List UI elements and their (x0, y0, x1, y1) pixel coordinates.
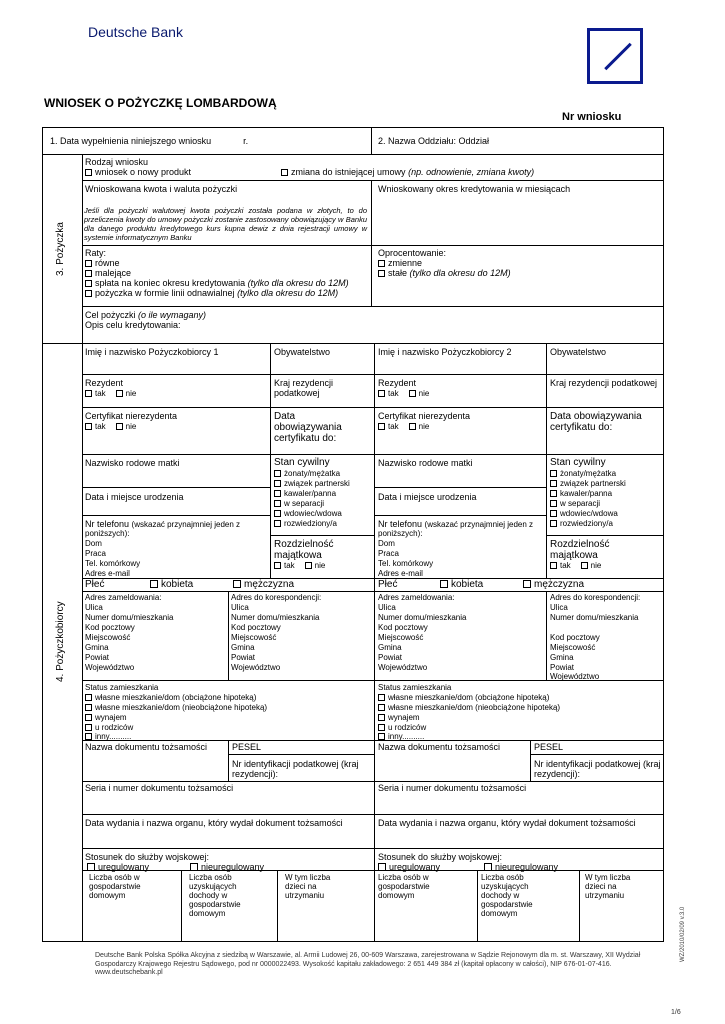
divider (579, 870, 580, 942)
address-field: Kod pocztowy (550, 633, 600, 642)
divider (181, 870, 182, 942)
checkbox-icon[interactable] (378, 390, 385, 397)
divider (82, 306, 664, 307)
checkbox-icon[interactable] (274, 562, 281, 569)
divider (371, 180, 372, 306)
address-field: Numer domu/mieszkania (85, 613, 174, 622)
registered-address-label: Adres zameldowania: (85, 593, 162, 602)
marital-option[interactable]: rozwiedziony/a (550, 519, 613, 528)
children-count-label: W tym liczba dzieci na utrzymaniu (285, 873, 331, 900)
address-field: Gmina (85, 643, 109, 652)
divider (546, 343, 547, 578)
id-series-label: Seria i numer dokumentu tożsamości (378, 783, 527, 793)
household-count-label: Liczba osób w gospodarstwie domowym (378, 873, 430, 900)
divider (228, 754, 374, 755)
footer-line: Gospodarczy Krajowego Rejestru Sądowego, pod nr 0000022493. Wysokość kapitału zakładowego: 2 651 449 384 zł (kapitał opłacony w całości), NIP 676-01-07-416. (95, 960, 612, 968)
birth-date-place-label: Data i miejsce urodzenia (85, 492, 184, 502)
phone-note: poniższych): (85, 529, 130, 538)
checkbox-icon[interactable] (116, 390, 123, 397)
checkbox-icon[interactable] (233, 580, 241, 588)
correspondence-address-label: Adres do korespondencji: (231, 593, 322, 602)
footer-line: Deutsche Bank Polska Spółka Akcyjna z siedzibą w Warszawie, al. Armii Ludowej 26, 00-609 Warszawa, zarejestrowana w Sądzie Rejonowym dla m. st. Warszawy, XII Wydział (95, 952, 641, 959)
children-count-label: W tym liczba dzieci na utrzymaniu (585, 873, 631, 900)
address-field: Ulica (378, 603, 396, 612)
residence-option[interactable]: wynajem (378, 713, 420, 722)
divider (82, 374, 664, 375)
gender-label: Płeć (85, 579, 105, 590)
phone-field: Praca (378, 549, 399, 558)
phone-note: poniższych): (378, 529, 423, 538)
divider (82, 740, 664, 741)
address-field: Powiat (378, 653, 403, 662)
request-type-label: Rodzaj wniosku (85, 157, 149, 167)
mother-maiden-name-label: Nazwisko rodowe matki (85, 458, 180, 468)
id-document-label: Nazwa dokumentu tożsamości (378, 742, 501, 752)
divider (82, 515, 270, 516)
divider (42, 343, 664, 344)
tax-id-label: Nr identyfikacji podatkowej (kraj rezydencji): (232, 759, 359, 779)
earners-count-label: Liczba osób uzyskujących dochody w gospodarstwie domowym (189, 873, 241, 918)
checkbox-icon[interactable] (85, 280, 92, 287)
checkbox-icon[interactable] (409, 390, 416, 397)
checkbox-icon[interactable] (150, 580, 158, 588)
residence-option[interactable]: wynajem (85, 713, 127, 722)
period-label: Wnioskowany okres kredytowania w miesiącach (378, 184, 571, 194)
divider (270, 535, 374, 536)
phone-field: Tel. komórkowy (378, 559, 434, 568)
divider (374, 515, 546, 516)
address-field: Kod pocztowy (378, 623, 428, 632)
correspondence-address-label: Adres do korespondencji: (550, 593, 641, 602)
checkbox-icon[interactable] (281, 169, 288, 176)
installment-option[interactable]: malejące (85, 268, 131, 278)
phone-label: Nr telefonu (wskazać przynajmniej jeden z (85, 519, 241, 529)
id-document-label: Nazwa dokumentu tożsamości (85, 742, 208, 752)
residence-status-label: Status zamieszkania (378, 683, 452, 692)
checkbox-icon[interactable] (274, 480, 281, 487)
address-field: Numer domu/mieszkania (378, 613, 467, 622)
footer-website: www.deutschebank.pl (95, 969, 163, 976)
household-count-label: Liczba osób w gospodarstwie domowym (89, 873, 141, 900)
address-field: Powiat (231, 653, 256, 662)
branch-label: 2. Nazwa Oddziału: Oddział (378, 136, 490, 146)
address-field: Gmina (550, 653, 574, 662)
marital-option[interactable]: rozwiedziony/a (274, 519, 337, 528)
checkbox-icon[interactable] (378, 724, 385, 731)
phone-field: Adres e-mail (378, 569, 423, 578)
pesel-label: PESEL (534, 742, 564, 752)
checkbox-icon[interactable] (550, 510, 557, 517)
military-label: Stosunek do służby wojskowej: (378, 852, 503, 862)
divider (82, 407, 664, 408)
address-field: Miejscowość (550, 643, 596, 652)
residence-option[interactable]: u rodziców (378, 723, 426, 732)
military-label: Stosunek do służby wojskowej: (85, 852, 210, 862)
address-field: Miejscowość (231, 633, 277, 642)
divider (82, 591, 664, 592)
marital-option[interactable]: żonaty/mężatka (274, 469, 340, 478)
divider (270, 343, 271, 578)
installment-option[interactable]: spłata na koniec okresu kredytowania (tylko dla okresu do 12M) (85, 278, 349, 288)
marital-option[interactable]: w separacji (274, 499, 324, 508)
marital-option[interactable]: kawaler/panna (550, 489, 612, 498)
checkbox-icon[interactable] (378, 714, 385, 721)
checkbox-icon[interactable] (274, 500, 281, 507)
checkbox-icon[interactable] (305, 562, 312, 569)
military-unregulated-option[interactable]: nieuregulowany (484, 862, 558, 872)
checkbox-icon[interactable] (550, 470, 557, 477)
checkbox-icon[interactable] (85, 714, 92, 721)
pesel-label: PESEL (232, 742, 262, 752)
checkbox-icon[interactable] (85, 733, 92, 740)
residence-option[interactable]: inny.......... (378, 732, 424, 741)
marital-option[interactable]: związek partnerski (550, 479, 626, 488)
phone-field: Praca (85, 549, 106, 558)
residence-option[interactable]: własne mieszkanie/dom (obciążone hipoteką) (85, 693, 256, 702)
cert-valid-label: Data obowiązywania certyfikatu do: (550, 411, 642, 433)
checkbox-icon[interactable] (274, 490, 281, 497)
resident-label: Rezydent (378, 378, 417, 388)
divider (477, 870, 478, 942)
address-field: Województwo (231, 663, 281, 672)
address-field: Kod pocztowy (85, 623, 135, 632)
address-field: Ulica (550, 603, 568, 612)
date-label: 1. Data wypełnienia niniejszego wniosku r. (50, 136, 249, 146)
address-field: Województwo (378, 663, 428, 672)
change-contract-option[interactable]: zmiana do istniejącej umowy (np. odnowienie, zmiana kwoty) (281, 167, 534, 177)
checkbox-icon[interactable] (116, 423, 123, 430)
checkbox-icon[interactable] (550, 480, 557, 487)
marital-option[interactable]: wdowiec/wdowa (274, 509, 342, 518)
address-field: Gmina (378, 643, 402, 652)
divider (546, 591, 547, 680)
divider (82, 781, 664, 782)
checkbox-icon[interactable] (85, 290, 92, 297)
checkbox-icon[interactable] (484, 863, 492, 871)
registered-address-label: Adres zameldowania: (378, 593, 455, 602)
checkbox-icon[interactable] (85, 423, 92, 430)
divider (228, 591, 229, 680)
marital-option[interactable]: w separacji (550, 499, 600, 508)
cert-valid-label: Data obowiązywania certyfikatu do: (274, 411, 342, 444)
address-field: Gmina (231, 643, 255, 652)
divider (228, 740, 229, 781)
divider (277, 870, 278, 942)
checkbox-icon[interactable] (550, 520, 557, 527)
borrower-1-name-label: Imię i nazwisko Pożyczkobiorcy 1 (85, 347, 219, 357)
military-regulated-option[interactable]: uregulowany (378, 862, 440, 872)
checkbox-icon[interactable] (581, 562, 588, 569)
marital-option[interactable]: wdowiec/wdowa (550, 509, 618, 518)
resident-options[interactable]: tak nie (85, 389, 136, 398)
installment-option[interactable]: równe (85, 258, 120, 268)
form-code: WZ/2010/02/09 v.3.0 (680, 906, 686, 962)
checkbox-icon[interactable] (274, 470, 281, 477)
id-issue-label: Data wydania i nazwa organu, który wydał dokument tożsamości (378, 818, 636, 828)
checkbox-icon[interactable] (87, 863, 95, 871)
gender-male-option[interactable]: mężczyzna (233, 580, 294, 590)
new-product-option[interactable]: wniosek o nowy produkt (85, 167, 191, 177)
property-separation-label: Rozdzielność majątkowa (550, 539, 610, 561)
divider (371, 127, 372, 154)
resident-options[interactable]: tak nie (378, 389, 429, 398)
marital-status-label: Stan cywilny (550, 457, 606, 468)
checkbox-icon[interactable] (85, 260, 92, 267)
divider (82, 487, 270, 488)
checkbox-icon[interactable] (550, 500, 557, 507)
checkbox-icon[interactable] (85, 694, 92, 701)
purpose-description-label: Opis celu kredytowania: (85, 320, 181, 330)
citizenship-label: Obywatelstwo (550, 347, 607, 357)
interest-label: Oprocentowanie: (378, 248, 447, 258)
residence-option[interactable]: własne mieszkanie/dom (nieobciążone hipoteką) (85, 703, 267, 712)
address-field: Powiat (550, 663, 575, 672)
id-series-label: Seria i numer dokumentu tożsamości (85, 783, 234, 793)
checkbox-icon[interactable] (274, 510, 281, 517)
phone-field: Adres e-mail (85, 569, 130, 578)
marital-option[interactable]: związek partnerski (274, 479, 350, 488)
nonresident-cert-label: Certyfikat nierezydenta (85, 411, 178, 421)
application-number-label: Nr wniosku (562, 111, 622, 123)
footer (95, 952, 695, 978)
checkbox-icon[interactable] (378, 704, 385, 711)
amount-note: Jeśli dla pożyczki walutowej kwota pożyczki została podana w złotych, to do przeliczenia kwoty do umowy pożyczki zostanie zastosowany obowiązujący w Banku dla danego produktu kredytowego kurs kupna dewiz z dnia rejestracji umowy w systemie informatycznym Banku (84, 206, 367, 242)
address-field: Ulica (231, 603, 249, 612)
interest-option[interactable]: zmienne (378, 258, 422, 268)
tax-residence-label: Kraj rezydencji podatkowej (274, 378, 334, 398)
marital-option[interactable]: kawaler/panna (274, 489, 336, 498)
installment-option[interactable]: pożyczka w formie linii odnawialnej (tylko dla okresu do 12M) (85, 288, 338, 298)
address-field: Powiat (85, 653, 110, 662)
borrower-2-name-label: Imię i nazwisko Pożyczkobiorcy 2 (378, 347, 512, 357)
divider (82, 848, 664, 849)
divider (546, 535, 664, 536)
divider (42, 154, 664, 155)
resident-label: Rezydent (85, 378, 124, 388)
checkbox-icon[interactable] (190, 863, 198, 871)
military-regulated-option[interactable]: uregulowany (85, 862, 149, 872)
checkbox-icon[interactable] (85, 169, 92, 176)
checkbox-icon[interactable] (85, 390, 92, 397)
birth-date-place-label: Data i miejsce urodzenia (378, 492, 477, 502)
divider (82, 154, 83, 942)
divider (82, 814, 664, 815)
checkbox-icon[interactable] (274, 520, 281, 527)
form-title: WNIOSEK O POŻYCZKĘ LOMBARDOWĄ (44, 96, 277, 110)
address-field: Kod pocztowy (231, 623, 281, 632)
checkbox-icon[interactable] (378, 863, 386, 871)
separation-options[interactable]: tak nie (550, 561, 601, 570)
military-unregulated-option[interactable]: nieuregulowany (190, 862, 264, 872)
divider (530, 754, 664, 755)
section-3-label: 3. Pożyczka (55, 222, 66, 276)
checkbox-icon[interactable] (378, 270, 385, 277)
checkbox-icon[interactable] (378, 260, 385, 267)
checkbox-icon[interactable] (550, 490, 557, 497)
divider (82, 245, 664, 246)
logo-slash (604, 43, 632, 71)
checkbox-icon[interactable] (378, 733, 385, 740)
earners-count-label: Liczba osób uzyskujących dochody w gospodarstwie domowym (481, 873, 533, 918)
address-field: Ulica (85, 603, 103, 612)
divider (82, 180, 664, 181)
residence-option[interactable]: u rodziców (85, 723, 133, 732)
address-field: Województwo (550, 672, 600, 681)
address-field: Miejscowość (378, 633, 424, 642)
amount-label: Wnioskowana kwota i waluta pożyczki (85, 184, 238, 194)
checkbox-icon[interactable] (378, 423, 385, 430)
tax-residence-label: Kraj rezydencji podatkowej (550, 378, 658, 388)
property-separation-label: Rozdzielność majątkowa (274, 539, 334, 561)
checkbox-icon[interactable] (85, 704, 92, 711)
address-field: Numer domu/mieszkania (231, 613, 320, 622)
address-field: Numer domu/mieszkania (550, 613, 639, 622)
purpose-label: Cel pożyczki (o ile wymagany) (85, 310, 207, 320)
marital-option[interactable]: żonaty/mężatka (550, 469, 616, 478)
divider (374, 487, 546, 488)
tax-id-label: Nr identyfikacji podatkowej (kraj rezydencji): (534, 759, 661, 779)
checkbox-icon[interactable] (550, 562, 557, 569)
cert-options[interactable]: tak nie (85, 422, 136, 431)
gender-female-option[interactable]: kobieta (440, 580, 483, 590)
residence-option[interactable]: własne mieszkanie/dom (obciążone hipoteką) (378, 693, 549, 702)
phone-field: Dom (378, 539, 395, 548)
checkbox-icon[interactable] (409, 423, 416, 430)
gender-female-option[interactable]: kobieta (150, 580, 193, 590)
gender-label: Płeć (378, 579, 398, 590)
bank-logo (587, 28, 643, 84)
address-field: Miejscowość (85, 633, 131, 642)
gender-male-option[interactable]: mężczyzna (523, 580, 584, 590)
marital-status-label: Stan cywilny (274, 457, 330, 468)
residence-status-label: Status zamieszkania (85, 683, 159, 692)
cert-options[interactable]: tak nie (378, 422, 429, 431)
nonresident-cert-label: Certyfikat nierezydenta (378, 411, 471, 421)
residence-option[interactable]: inny.......... (85, 732, 131, 741)
checkbox-icon[interactable] (378, 694, 385, 701)
id-issue-label: Data wydania i nazwa organu, który wydał dokument tożsamości (85, 818, 343, 828)
mother-maiden-name-label: Nazwisko rodowe matki (378, 458, 473, 468)
phone-label: Nr telefonu (wskazać przynajmniej jeden z (378, 519, 534, 529)
divider (374, 343, 375, 942)
separation-options[interactable]: tak nie (274, 561, 325, 570)
checkbox-icon[interactable] (85, 270, 92, 277)
page-number: 1/6 (671, 1009, 681, 1016)
citizenship-label: Obywatelstwo (274, 347, 331, 357)
checkbox-icon[interactable] (523, 580, 531, 588)
bank-name: Deutsche Bank (88, 24, 183, 40)
divider (82, 454, 664, 455)
checkbox-icon[interactable] (85, 724, 92, 731)
installments-label: Raty: (85, 248, 107, 258)
checkbox-icon[interactable] (440, 580, 448, 588)
divider (530, 740, 531, 781)
divider (82, 870, 664, 871)
phone-field: Dom (85, 539, 102, 548)
phone-field: Tel. komórkowy (85, 559, 141, 568)
interest-option[interactable]: stałe (tylko dla okresu do 12M) (378, 268, 511, 278)
residence-option[interactable]: własne mieszkanie/dom (nieobciążone hipoteką) (378, 703, 560, 712)
section-4-label: 4. Pożyczkobiorcy (55, 601, 66, 682)
address-field: Województwo (85, 663, 135, 672)
